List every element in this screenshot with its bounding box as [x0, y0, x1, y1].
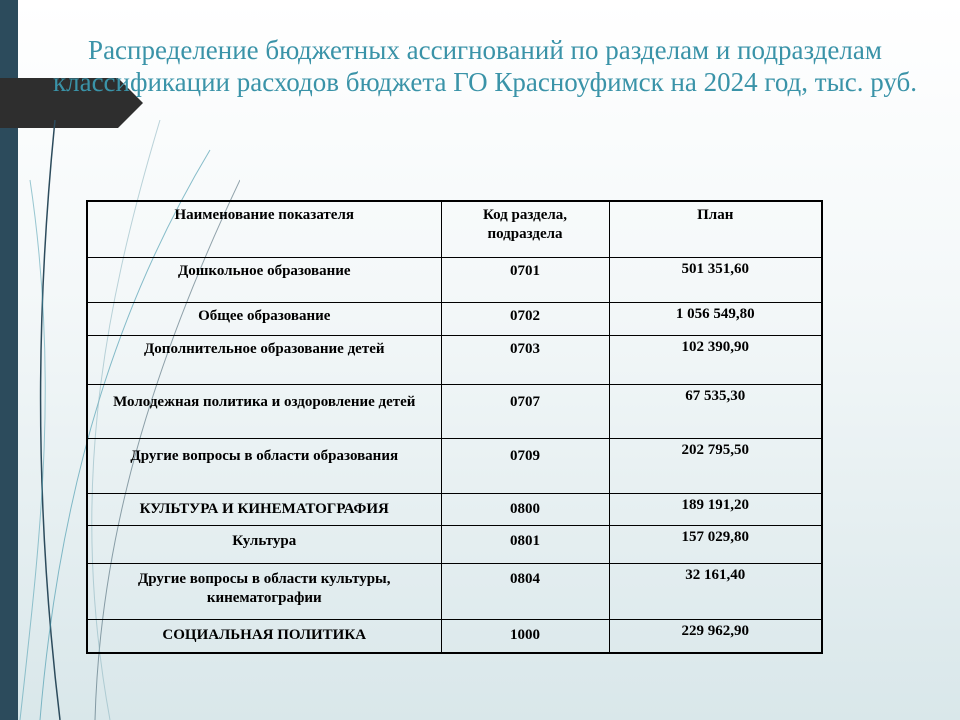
- table-row: [87, 493, 822, 525]
- row-code: 0801: [441, 525, 609, 563]
- row-code: 1000: [441, 619, 609, 653]
- row-plan: 229 962,90: [609, 619, 822, 653]
- row-plan: 1 056 549,80: [609, 302, 822, 335]
- table-row: [87, 302, 822, 335]
- row-code: 0707: [441, 384, 609, 438]
- table-row: [87, 257, 822, 302]
- row-plan: 501 351,60: [609, 257, 822, 302]
- row-plan: 67 535,30: [609, 384, 822, 438]
- table-row: [87, 335, 822, 384]
- row-code: 0703: [441, 335, 609, 384]
- row-name: Молодежная политика и оздоровление детей: [87, 384, 441, 438]
- row-plan: 157 029,80: [609, 525, 822, 563]
- row-name: Другие вопросы в области культуры, кинематографии: [87, 563, 441, 619]
- row-plan: 32 161,40: [609, 563, 822, 619]
- row-name: Другие вопросы в области образования: [87, 438, 441, 493]
- row-name: Дошкольное образование: [87, 257, 441, 302]
- row-name: Общее образование: [87, 302, 441, 335]
- row-code: 0804: [441, 563, 609, 619]
- header-name: Наименование показателя: [87, 201, 441, 257]
- row-code: 0800: [441, 493, 609, 525]
- row-name: Культура: [87, 525, 441, 563]
- table-row: [87, 384, 822, 438]
- table-row: [87, 525, 822, 563]
- row-name: СОЦИАЛЬНАЯ ПОЛИТИКА: [87, 619, 441, 653]
- row-plan: 189 191,20: [609, 493, 822, 525]
- row-name: КУЛЬТУРА И КИНЕМАТОГРАФИЯ: [87, 493, 441, 525]
- budget-table: [86, 200, 823, 654]
- table-row: [87, 563, 822, 619]
- header-plan: План: [609, 201, 822, 257]
- row-name: Дополнительное образование детей: [87, 335, 441, 384]
- row-code: 0709: [441, 438, 609, 493]
- slide-title: Распределение бюджетных ассигнований по разделам и подразделам классификации расходов бюджета ГО Красноуфимск на 2024 год, тыс. руб.: [53, 35, 917, 97]
- row-plan: 102 390,90: [609, 335, 822, 384]
- header-code: Код раздела, подраздела: [441, 201, 609, 257]
- table-header-row: [87, 201, 822, 257]
- table-row: [87, 619, 822, 653]
- row-plan: 202 795,50: [609, 438, 822, 493]
- row-code: 0702: [441, 302, 609, 335]
- table-row: [87, 438, 822, 493]
- row-code: 0701: [441, 257, 609, 302]
